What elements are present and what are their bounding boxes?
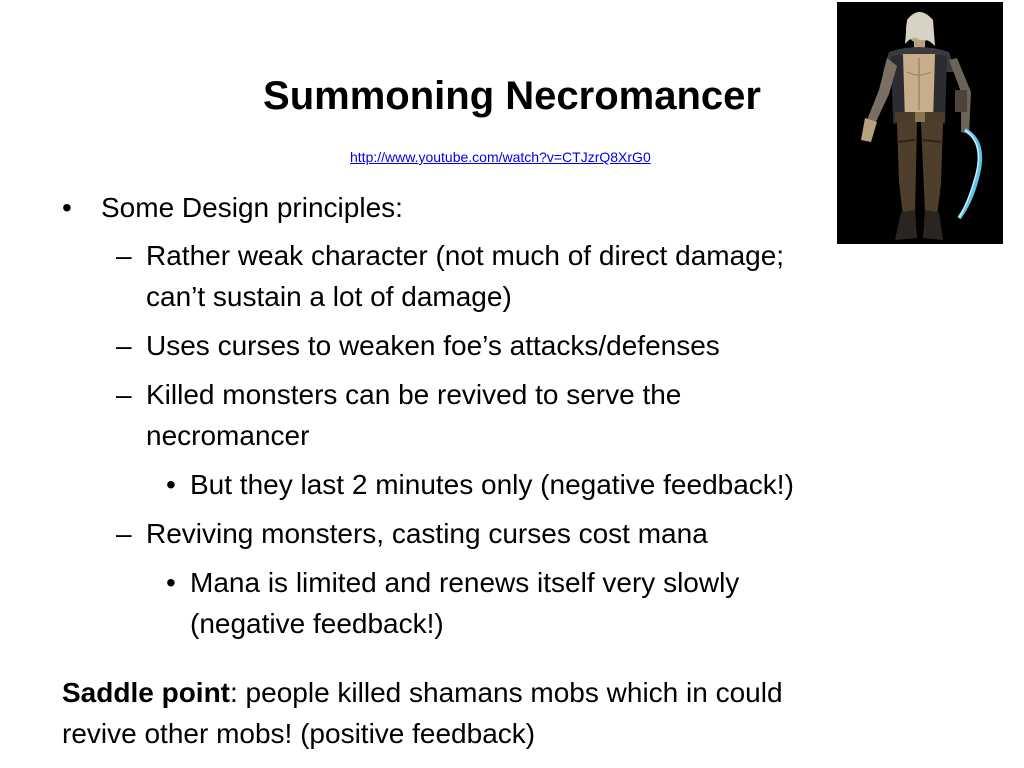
dash-uses-curses: Uses curses to weaken foe’s attacks/defenses (146, 330, 720, 361)
saddle-point-line1 (62, 672, 783, 713)
sub-bullet-mana-limited-line2: (negative feedback!) (190, 608, 444, 639)
dash-marker: – (116, 518, 132, 549)
sub-bullet-mana-limited-line1: Mana is limited and renews itself very slowly (190, 567, 740, 598)
necromancer-character-image (837, 2, 1003, 244)
sub-bullet-last-2-minutes: But they last 2 minutes only (negative feedback!) (190, 469, 794, 500)
sub-bullet-marker: • (166, 469, 176, 500)
bullet-marker: • (62, 192, 72, 223)
dash-killed-monsters-line2: necromancer (146, 420, 310, 451)
dash-marker: – (116, 330, 132, 361)
saddle-point-line1-rest: : people killed shamans mobs which in could (230, 677, 783, 708)
slide-title-text: Summoning Necromancer (263, 74, 761, 118)
bullet-some-design-principles: Some Design principles: (101, 192, 403, 223)
dash-marker: – (116, 240, 132, 271)
saddle-point-line2: revive other mobs! (positive feedback) (62, 718, 536, 749)
saddle-point-label: Saddle point (62, 677, 230, 708)
dash-marker: – (116, 379, 132, 410)
dash-weak-character-line1: Rather weak character (not much of direct damage; (146, 240, 785, 271)
dash-weak-character-line2: can’t sustain a lot of damage) (146, 281, 512, 312)
dash-reviving-monsters: Reviving monsters, casting curses cost mana (146, 518, 708, 549)
saddle-point-note (62, 672, 783, 754)
sub-bullet-marker: • (166, 567, 176, 598)
necromancer-figure-icon (837, 2, 1003, 244)
youtube-link[interactable]: http://www.youtube.com/watch?v=CTJzrQ8XrG0 (350, 149, 651, 165)
dash-killed-monsters-line1: Killed monsters can be revived to serve the (146, 379, 682, 410)
